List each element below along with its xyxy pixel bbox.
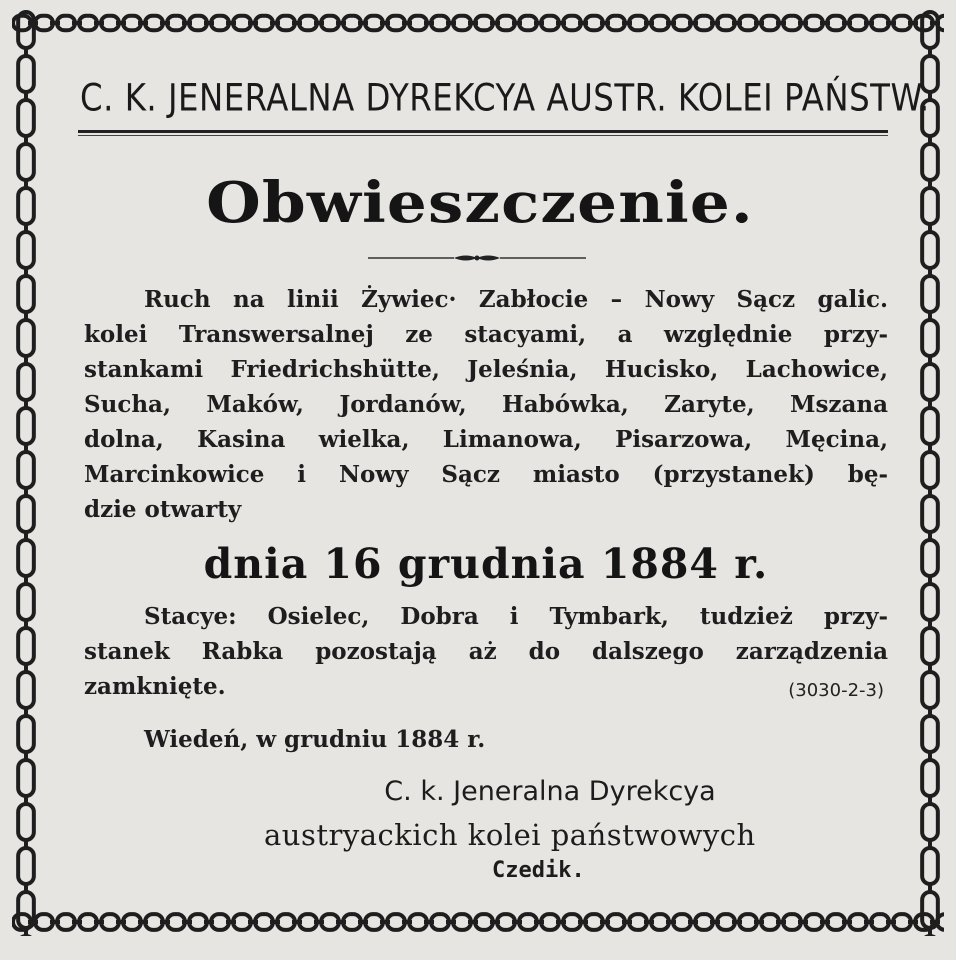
signature-name: Czedik. (492, 858, 585, 883)
reference-number: (3030-2-3) (788, 680, 884, 701)
body-line-3: stankami Friedrichshütte, Jeleśnia, Hucisko, Lachowice, (84, 356, 888, 383)
signature-line-1: C. k. Jeneralna Dyrekcya (384, 776, 716, 807)
chain-border-top (12, 10, 944, 36)
stations-line-2: stanek Rabka pozostają aż do dalszego zarządzenia (84, 638, 888, 665)
stations-line-1: Stacye: Osielec, Dobra i Tymbark, tudzież przy- (144, 603, 888, 630)
body-line-6: Marcinkowice i Nowy Sącz miasto (przystanek) bę- (84, 461, 888, 488)
signature-line-2: austryackich kolei państwowych (264, 818, 756, 852)
ornament-divider (368, 252, 586, 264)
header-authority: C. K. JENERALNA DYREKCYA AUSTR. KOLEI PAŃSTW. (80, 76, 930, 121)
chain-border-bottom (12, 908, 944, 936)
body-line-5: dolna, Kasina wielka, Limanowa, Pisarzowa, Męcina, (84, 426, 888, 453)
body-line-7: dzie otwarty (84, 496, 242, 523)
body-line-4: Sucha, Maków, Jordanów, Habówka, Zaryte, Mszana (84, 391, 888, 418)
body-line-1: Ruch na linii Żywiec· Zabłocie – Nowy Sącz galic. (144, 286, 888, 313)
header-rule-thin (78, 135, 888, 136)
body-line-2: kolei Transwersalnej ze stacyami, a względnie przy- (84, 321, 888, 348)
notice-title: Obwieszczenie. (206, 170, 754, 236)
header-rule (78, 130, 888, 133)
place-date: Wiedeń, w grudniu 1884 r. (144, 726, 486, 753)
opening-date: dnia 16 grudnia 1884 r. (203, 540, 769, 588)
stations-line-3: zamknięte. (84, 673, 226, 700)
